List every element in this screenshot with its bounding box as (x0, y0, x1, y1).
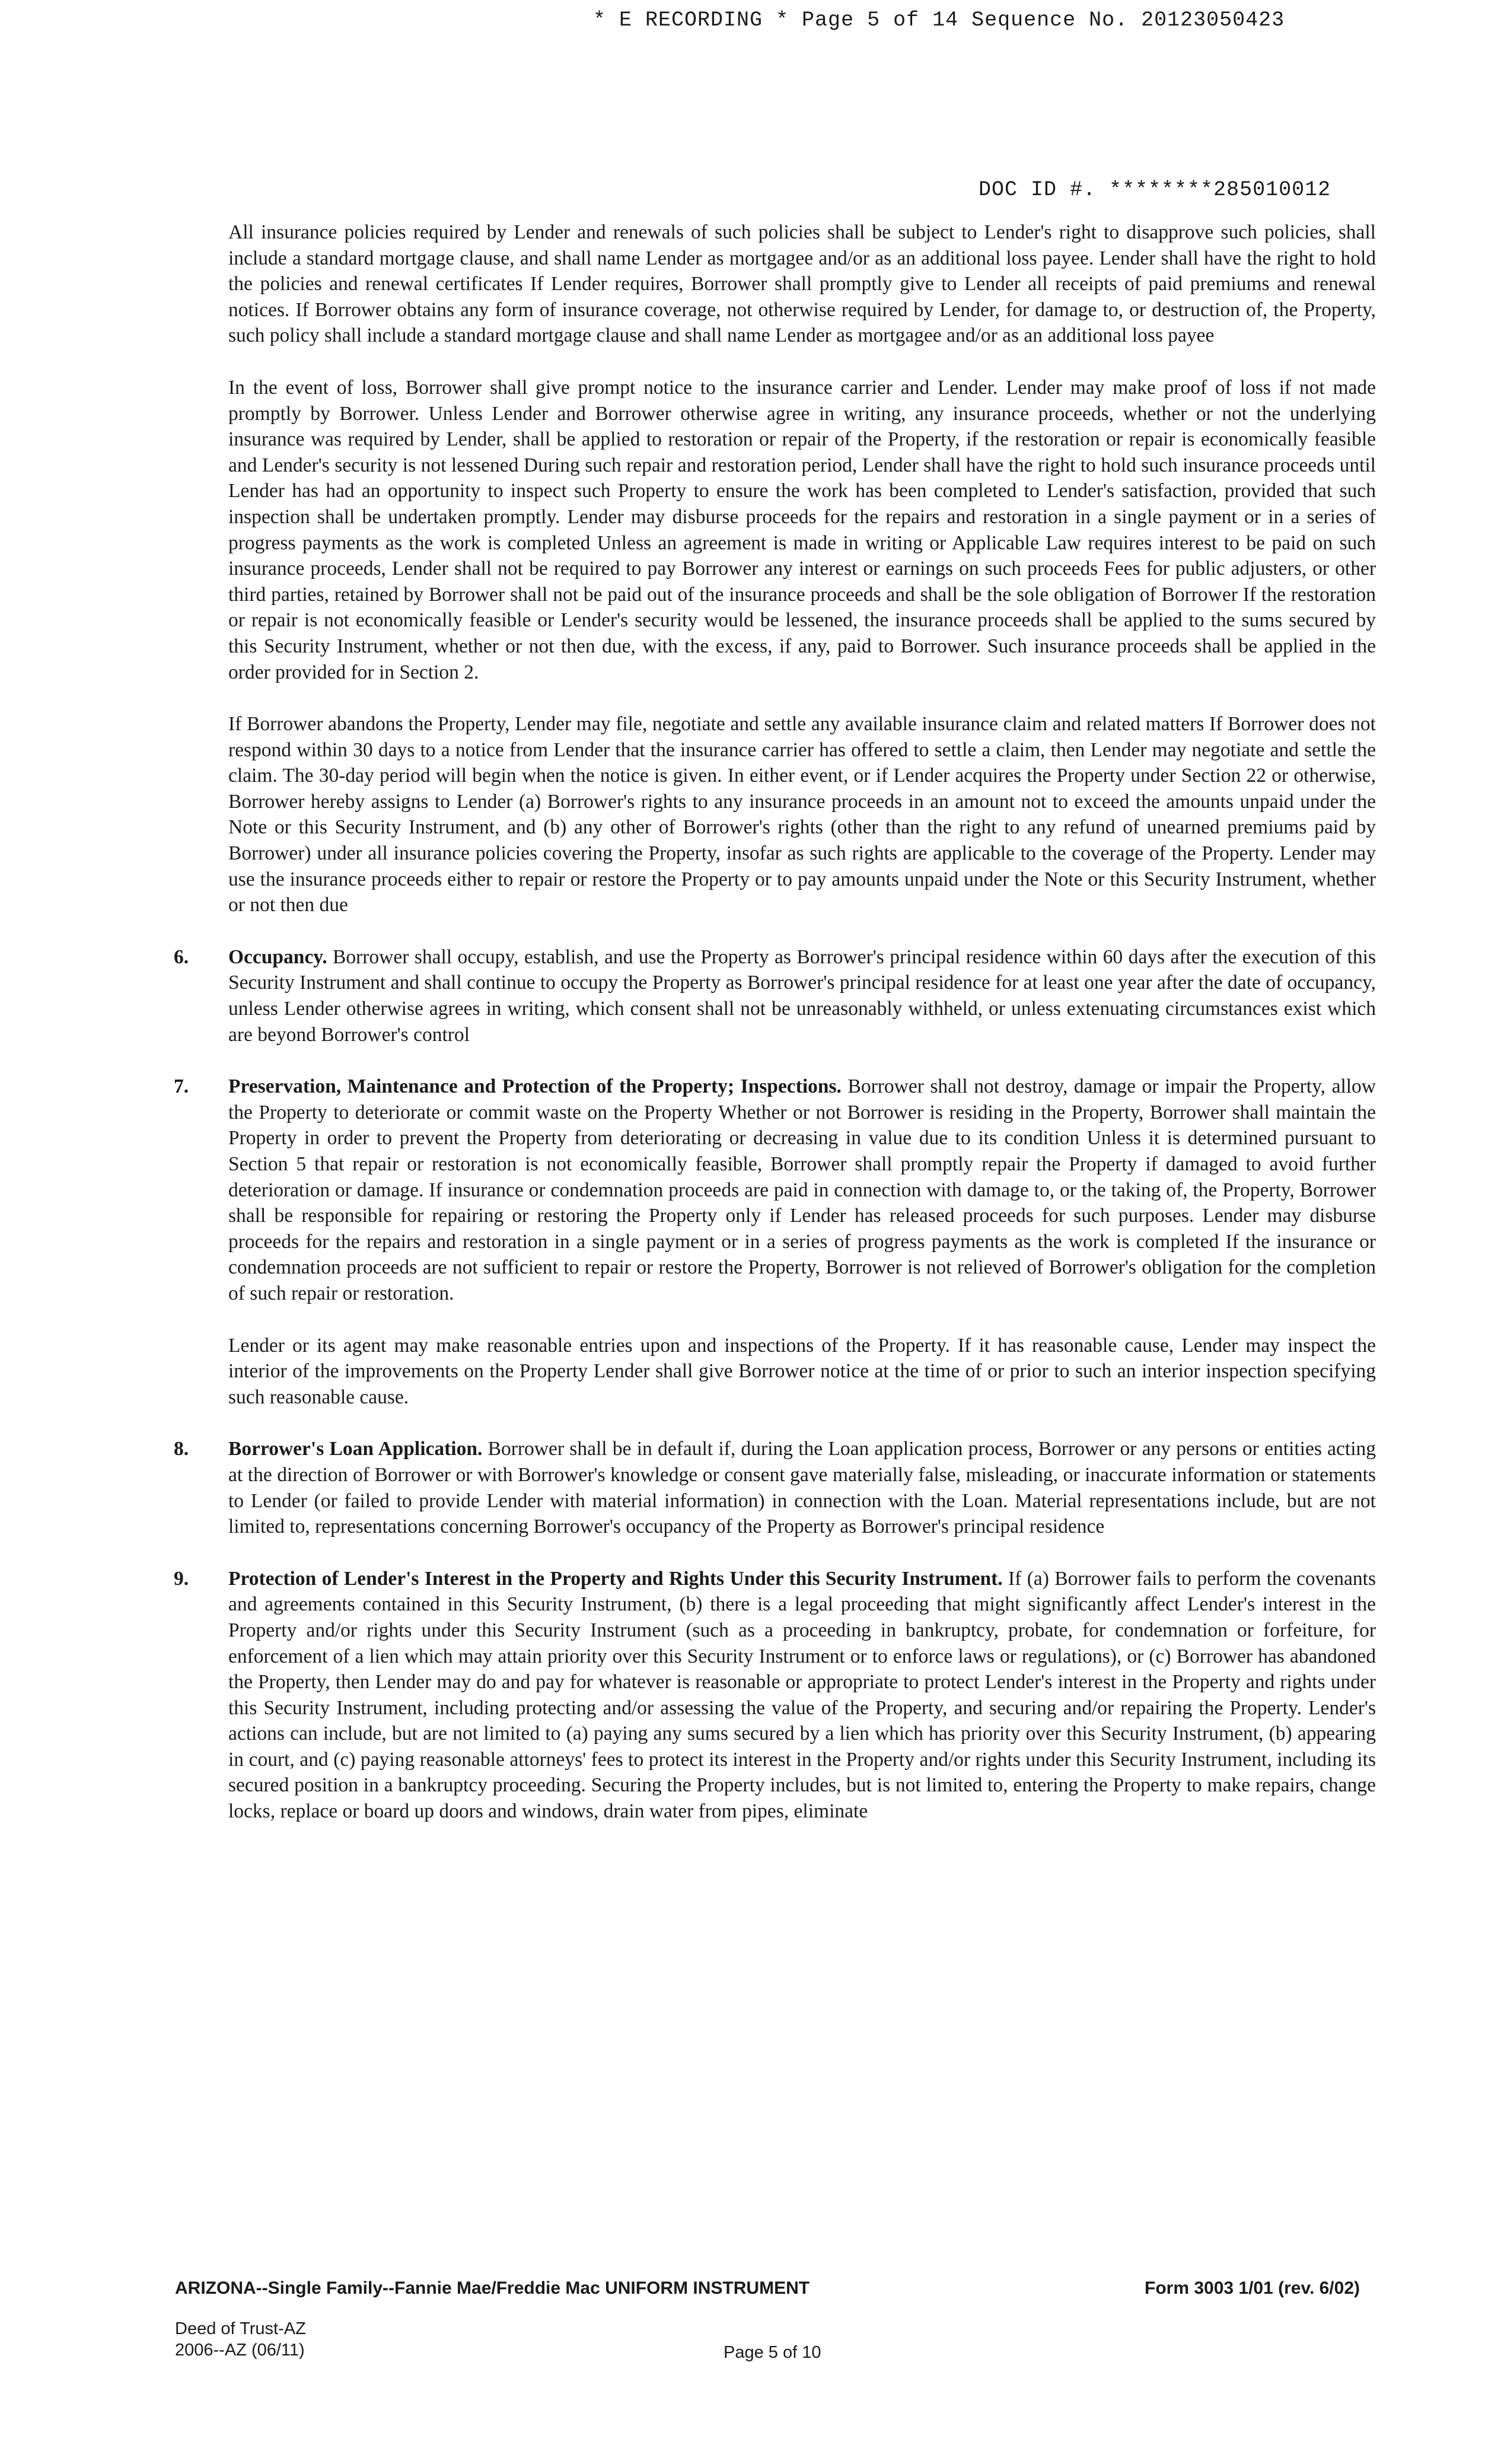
section-number: 8. (174, 1438, 189, 1460)
section-text: Borrower shall not destroy, damage or impair the Property, allow the Property to deteriorate or commit waste on the Property Whether or not Borrower is residing in the Property, Borrower shall maintain the Property in order to prevent the Property from deteriorating or decreasing in value due to its condition Unless it is determined pursuant to Section 5 that repair or restoration is not economically feasible, Borrower shall promptly repair the Property if damaged to avoid further deterioration or damage. If insurance or condemnation proceeds are paid in connection with damage to, or the taking of, the Property, Borrower shall be responsible for repairing or restoring the Property only if Lender has released proceeds for such purposes. Lender may disburse proceeds for the repairs and restoration in a single payment or in a series of progress payments as the work is completed If the insurance or condemnation proceeds are not sufficient to repair or restore the Property, Borrower is not relieved of Borrower's obligation for the completion of such repair or restoration. (228, 1075, 1376, 1304)
doc-id: DOC ID #. ********285010012 (979, 178, 1331, 202)
instrument-title: ARIZONA--Single Family--Fannie Mae/Freddie Mac UNIFORM INSTRUMENT (175, 2278, 810, 2298)
section-occupancy (174, 944, 1376, 1048)
section-text: Borrower shall occupy, establish, and use the Property as Borrower's principal residence within 60 days after the execution of this Security Instrument and shall continue to occupy the Property as Borrower's principal residence for at least one year after the date of occupancy, unless Lender otherwise agrees in writing, which consent shall not be unreasonably withheld, or unless extenuating circumstances exist which are beyond Borrower's control (228, 946, 1376, 1046)
section-protection-of-interest (174, 1566, 1376, 1825)
section-title: Borrower's Loan Application. (228, 1438, 488, 1460)
page-number: Page 5 of 10 (724, 2343, 821, 2362)
paragraph-inspections: Lender or its agent may make reasonable entries upon and inspections of the Property. If it has reasonable cause, Lender may inspect the interior of the improvements on the Property Lender shall give Borrower notice at the time of or prior to such an interior inspection specifying such reasonable cause. (228, 1334, 1376, 1408)
paragraph-insurance-policies: All insurance policies required by Lender and renewals of such policies shall be subject to Lender's right to disapprove such policies, shall include a standard mortgage clause, and shall name Lender as mortgagee and/or as an additional loss payee. Lender shall have the right to hold the policies and renewal certificates If Lender requires, Borrower shall promptly give to Lender all receipts of paid premiums and renewal notices. If Borrower obtains any form of insurance coverage, not otherwise required by Lender, for damage to, or destruction of, the Property, such policy shall include a standard mortgage clause and shall name Lender as mortgagee and/or as an additional loss payee (228, 221, 1376, 347)
section-number: 7. (174, 1075, 189, 1098)
footer-left (175, 2277, 810, 2361)
section-preservation (174, 1074, 1376, 1306)
recording-header: * E RECORDING * Page 5 of 14 Sequence No. 20123050423 (593, 8, 1285, 32)
section-loan-application (174, 1436, 1376, 1539)
section-text: If (a) Borrower fails to perform the covenants and agreements contained in this Security Instrument, (b) there is a legal proceeding that might significantly affect Lender's interest in the Property and/or rights under this Security Instrument (such as a proceeding in bankruptcy, probate, for condemnation or forfeiture, for enforcement of a lien which may attain priority over this Security Instrument or to enforce laws or regulations), or (c) Borrower has abandoned the Property, then Lender may do and pay for whatever is reasonable or appropriate to protect Lender's interest in the Property and rights under this Security Instrument, including protecting and/or assessing the value of the Property, and securing and/or repairing the Property. Lender's actions can include, but are not limited to (a) paying any sums secured by a lien which has priority over this Security Instrument, (b) appearing in court, and (c) paying reasonable attorneys' fees to protect its interest in the Property and/or rights under this Security Instrument, including its secured position in a bankruptcy proceeding. Securing the Property includes, but is not limited to, entering the Property to make repairs, change locks, replace or board up doors and windows, drain water from pipes, eliminate (228, 1567, 1376, 1823)
form-number: Form 3003 1/01 (rev. 6/02) (1145, 2278, 1360, 2298)
form-code: 2006--AZ (06/11) (175, 2341, 305, 2360)
section-title: Occupancy. (228, 946, 333, 968)
document-body (174, 219, 1376, 1851)
paragraph-abandonment: If Borrower abandons the Property, Lender may file, negotiate and settle any available insurance claim and related matters If Borrower does not respond within 30 days to a notice from Lender that the insurance carrier has offered to settle a claim, then Lender may negotiate and settle the claim. The 30-day period will begin when the notice is given. In either event, or if Lender acquires the Property under Section 22 or otherwise, Borrower hereby assigns to Lender (a) Borrower's rights to any insurance proceeds in an amount not to exceed the amounts unpaid under the Note or this Security Instrument, and (b) any other of Borrower's rights (other than the right to any refund of unearned premiums paid by Borrower) under all insurance policies covering the Property, insofar as such rights are applicable to the coverage of the Property. Lender may use the insurance proceeds either to repair or restore the Property or to pay amounts unpaid under the Note or this Security Instrument, whether or not then due (228, 713, 1376, 916)
section-number: 6. (174, 946, 189, 968)
section-number: 9. (174, 1567, 189, 1590)
paragraph-event-of-loss: In the event of loss, Borrower shall give prompt notice to the insurance carrier and Lender. Lender may make proof of loss if not made promptly by Borrower. Unless Lender and Borrower otherwise agree in writing, any insurance proceeds, whether or not the underlying insurance was required by Lender, shall be applied to restoration or repair of the Property, if the restoration or repair is economically feasible and Lender's security is not lessened During such repair and restoration period, Lender shall have the right to hold such insurance proceeds until Lender has had an opportunity to inspect such Property to ensure the work has been completed to Lender's satisfaction, provided that such inspection shall be undertaken promptly. Lender may disburse proceeds for the repairs and restoration in a single payment or in a series of progress payments as the work is completed Unless an agreement is made in writing or Applicable Law requires interest to be paid on such insurance proceeds, Lender shall not be required to pay Borrower any interest or earnings on such proceeds Fees for public adjusters, or other third parties, retained by Borrower shall not be paid out of the insurance proceeds and shall be the sole obligation of Borrower If the restoration or repair is not economically feasible or Lender's security would be lessened, the insurance proceeds shall be applied to the sums secured by this Security Instrument, whether or not then due, with the excess, if any, paid to Borrower. Such insurance proceeds shall be applied in the order provided for in Section 2. (228, 376, 1376, 683)
deed-title: Deed of Trust-AZ (175, 2319, 306, 2338)
section-text: Borrower shall be in default if, during the Loan application process, Borrower or any persons or entities acting at the direction of Borrower or with Borrower's knowledge or consent gave materially false, misleading, or inaccurate information or statements to Lender (or failed to provide Lender with material information) in connection with the Loan. Material representations include, but are not limited to, representations concerning Borrower's occupancy of the Property as Borrower's principal residence (228, 1438, 1376, 1538)
section-title: Protection of Lender's Interest in the Property and Rights Under this Security Instrument. (228, 1567, 1009, 1590)
section-title: Preservation, Maintenance and Protection of the Property; Inspections. (228, 1075, 848, 1098)
